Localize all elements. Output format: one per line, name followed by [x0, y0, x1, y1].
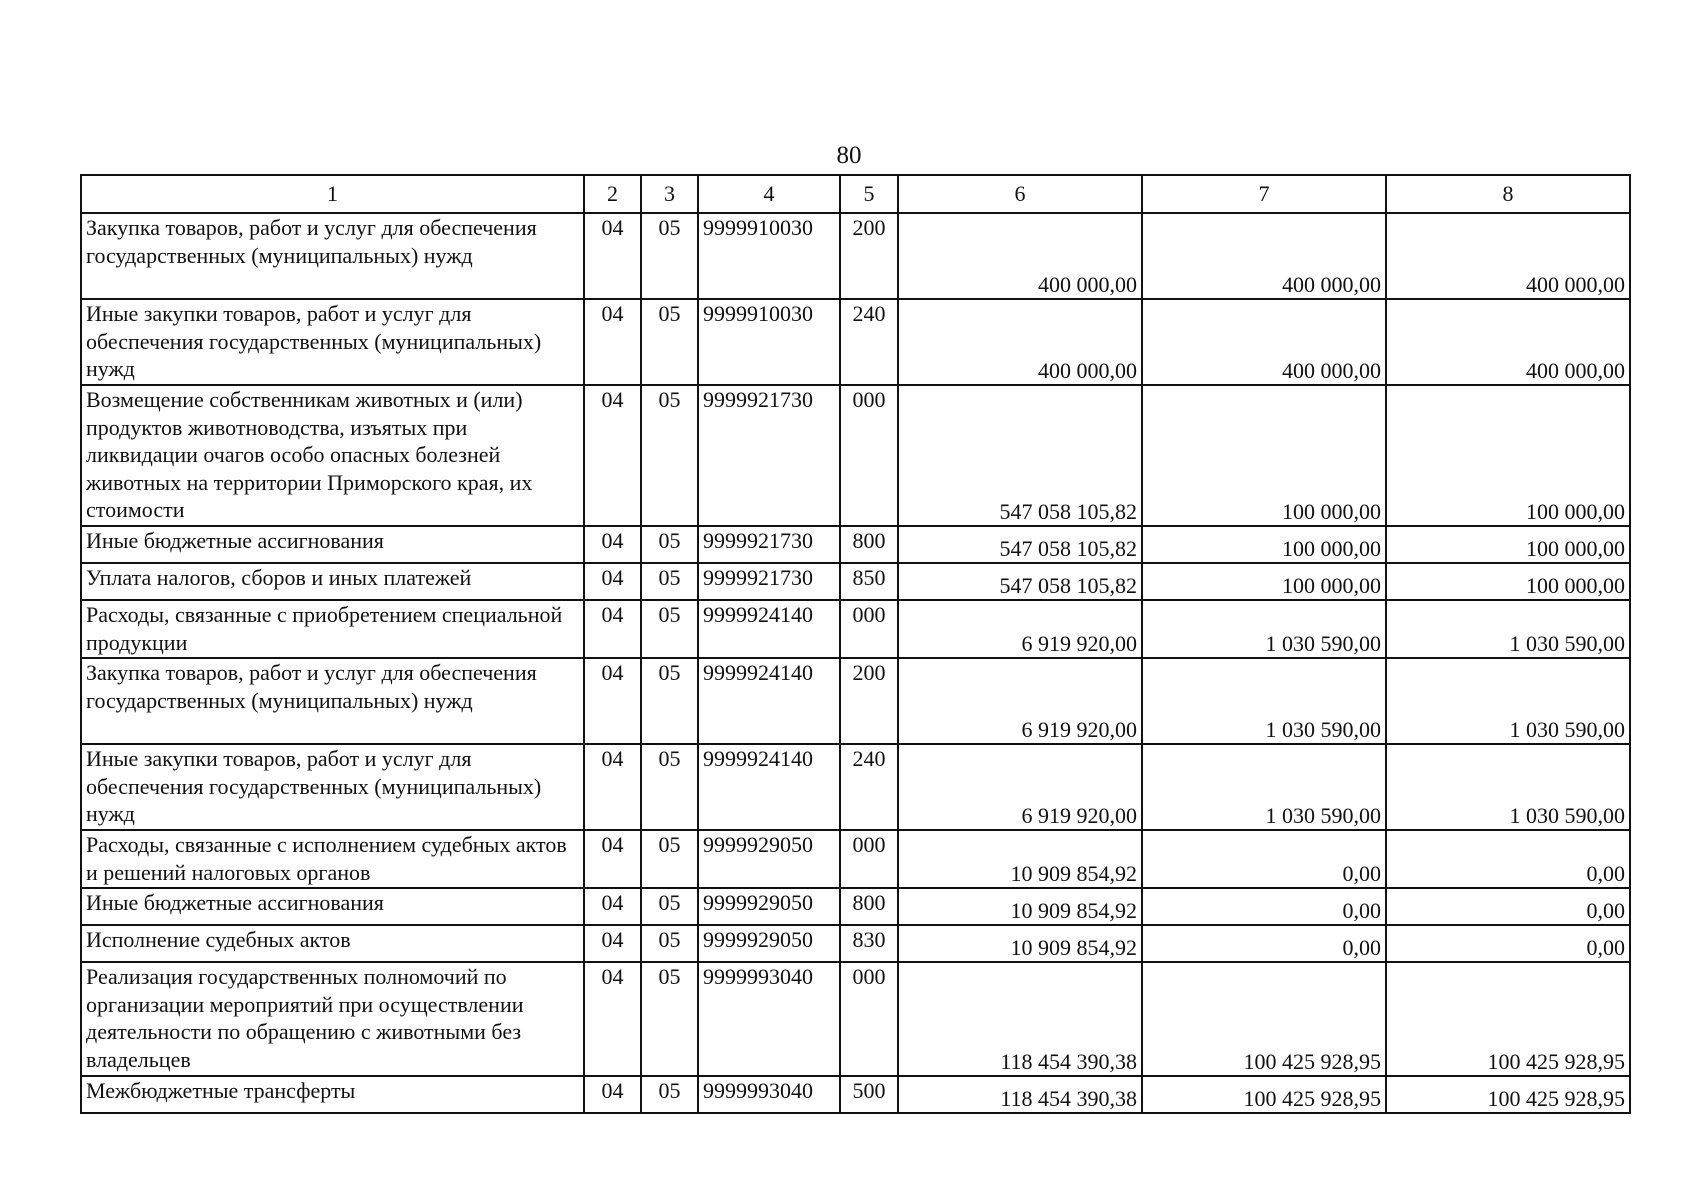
target-article-code: 9999993040	[698, 962, 840, 1076]
subsection-code: 05	[641, 600, 698, 658]
amount-col-6: 547 058 105,82	[898, 526, 1142, 563]
table-row	[81, 299, 1630, 385]
subsection-code: 05	[641, 925, 698, 962]
table-row	[81, 744, 1630, 830]
amount-col-8: 100 000,00	[1386, 385, 1630, 526]
row-name: Закупка товаров, работ и услуг для обеспечения государственных (муниципальных) нужд	[81, 213, 584, 299]
amount-col-7: 400 000,00	[1142, 299, 1386, 385]
budget-table	[80, 174, 1631, 1114]
section-code: 04	[584, 563, 641, 600]
amount-col-8: 0,00	[1386, 925, 1630, 962]
expense-type-code: 800	[840, 526, 898, 563]
amount-col-6: 400 000,00	[898, 213, 1142, 299]
header-cell-1: 1	[81, 175, 584, 213]
table-row	[81, 600, 1630, 658]
subsection-code: 05	[641, 1076, 698, 1113]
subsection-code: 05	[641, 563, 698, 600]
expense-type-code: 000	[840, 600, 898, 658]
amount-col-6: 547 058 105,82	[898, 563, 1142, 600]
target-article-code: 9999910030	[698, 213, 840, 299]
subsection-code: 05	[641, 962, 698, 1076]
header-cell-4: 4	[698, 175, 840, 213]
expense-type-code: 000	[840, 962, 898, 1076]
target-article-code: 9999910030	[698, 299, 840, 385]
amount-col-6: 6 919 920,00	[898, 744, 1142, 830]
amount-col-7: 0,00	[1142, 925, 1386, 962]
amount-col-8: 100 000,00	[1386, 526, 1630, 563]
subsection-code: 05	[641, 526, 698, 563]
target-article-code: 9999924140	[698, 744, 840, 830]
target-article-code: 9999924140	[698, 658, 840, 744]
target-article-code: 9999921730	[698, 563, 840, 600]
expense-type-code: 240	[840, 299, 898, 385]
expense-type-code: 830	[840, 925, 898, 962]
table-row	[81, 658, 1630, 744]
row-name: Исполнение судебных актов	[81, 925, 584, 962]
amount-col-7: 100 000,00	[1142, 526, 1386, 563]
row-name: Реализация государственных полномочий по организации мероприятий при осуществлении деятельности по обращению с животными без владельцев	[81, 962, 584, 1076]
expense-type-code: 200	[840, 658, 898, 744]
amount-col-7: 400 000,00	[1142, 213, 1386, 299]
table-row	[81, 925, 1630, 962]
amount-col-8: 400 000,00	[1386, 213, 1630, 299]
table-row	[81, 563, 1630, 600]
table-row	[81, 1076, 1630, 1113]
amount-col-7: 0,00	[1142, 830, 1386, 888]
amount-col-7: 1 030 590,00	[1142, 744, 1386, 830]
section-code: 04	[584, 888, 641, 925]
row-name: Закупка товаров, работ и услуг для обеспечения государственных (муниципальных) нужд	[81, 658, 584, 744]
header-cell-7: 7	[1142, 175, 1386, 213]
header-cell-3: 3	[641, 175, 698, 213]
row-name: Расходы, связанные с исполнением судебных актов и решений налоговых органов	[81, 830, 584, 888]
target-article-code: 9999921730	[698, 526, 840, 563]
table-row	[81, 526, 1630, 563]
amount-col-8: 0,00	[1386, 830, 1630, 888]
header-cell-8: 8	[1386, 175, 1630, 213]
subsection-code: 05	[641, 385, 698, 526]
expense-type-code: 850	[840, 563, 898, 600]
amount-col-6: 118 454 390,38	[898, 962, 1142, 1076]
amount-col-7: 1 030 590,00	[1142, 600, 1386, 658]
row-name: Возмещение собственникам животных и (или) продуктов животноводства, изъятых при ликвидации очагов особо опасных болезней животных на территории Приморского края, их стоимости	[81, 385, 584, 526]
subsection-code: 05	[641, 830, 698, 888]
amount-col-6: 400 000,00	[898, 299, 1142, 385]
target-article-code: 9999993040	[698, 1076, 840, 1113]
subsection-code: 05	[641, 888, 698, 925]
header-cell-6: 6	[898, 175, 1142, 213]
header-cell-5: 5	[840, 175, 898, 213]
amount-col-8: 1 030 590,00	[1386, 600, 1630, 658]
subsection-code: 05	[641, 744, 698, 830]
amount-col-6: 6 919 920,00	[898, 600, 1142, 658]
row-name: Иные бюджетные ассигнования	[81, 526, 584, 563]
table-row	[81, 213, 1630, 299]
amount-col-6: 118 454 390,38	[898, 1076, 1142, 1113]
row-name: Расходы, связанные с приобретением специальной продукции	[81, 600, 584, 658]
section-code: 04	[584, 962, 641, 1076]
amount-col-8: 1 030 590,00	[1386, 658, 1630, 744]
section-code: 04	[584, 925, 641, 962]
section-code: 04	[584, 526, 641, 563]
target-article-code: 9999921730	[698, 385, 840, 526]
amount-col-6: 6 919 920,00	[898, 658, 1142, 744]
amount-col-6: 547 058 105,82	[898, 385, 1142, 526]
amount-col-6: 10 909 854,92	[898, 830, 1142, 888]
subsection-code: 05	[641, 299, 698, 385]
row-name: Межбюджетные трансферты	[81, 1076, 584, 1113]
amount-col-7: 0,00	[1142, 888, 1386, 925]
row-name: Иные закупки товаров, работ и услуг для обеспечения государственных (муниципальных) нужд	[81, 744, 584, 830]
row-name: Иные закупки товаров, работ и услуг для обеспечения государственных (муниципальных) нужд	[81, 299, 584, 385]
subsection-code: 05	[641, 658, 698, 744]
amount-col-8: 400 000,00	[1386, 299, 1630, 385]
target-article-code: 9999929050	[698, 888, 840, 925]
expense-type-code: 240	[840, 744, 898, 830]
amount-col-6: 10 909 854,92	[898, 888, 1142, 925]
amount-col-7: 100 425 928,95	[1142, 1076, 1386, 1113]
expense-type-code: 000	[840, 830, 898, 888]
amount-col-6: 10 909 854,92	[898, 925, 1142, 962]
amount-col-8: 100 425 928,95	[1386, 1076, 1630, 1113]
section-code: 04	[584, 830, 641, 888]
table-row	[81, 962, 1630, 1076]
target-article-code: 9999929050	[698, 925, 840, 962]
section-code: 04	[584, 1076, 641, 1113]
row-name: Иные бюджетные ассигнования	[81, 888, 584, 925]
section-code: 04	[584, 213, 641, 299]
table-row	[81, 385, 1630, 526]
page-number: 80	[836, 142, 862, 169]
amount-col-7: 100 000,00	[1142, 563, 1386, 600]
table-row	[81, 888, 1630, 925]
amount-col-8: 1 030 590,00	[1386, 744, 1630, 830]
amount-col-7: 100 000,00	[1142, 385, 1386, 526]
subsection-code: 05	[641, 213, 698, 299]
amount-col-7: 1 030 590,00	[1142, 658, 1386, 744]
section-code: 04	[584, 299, 641, 385]
row-name: Уплата налогов, сборов и иных платежей	[81, 563, 584, 600]
section-code: 04	[584, 385, 641, 526]
expense-type-code: 500	[840, 1076, 898, 1113]
header-cell-2: 2	[584, 175, 641, 213]
section-code: 04	[584, 658, 641, 744]
amount-col-8: 0,00	[1386, 888, 1630, 925]
expense-type-code: 000	[840, 385, 898, 526]
section-code: 04	[584, 744, 641, 830]
amount-col-8: 100 000,00	[1386, 563, 1630, 600]
expense-type-code: 800	[840, 888, 898, 925]
header-row	[81, 175, 1630, 213]
section-code: 04	[584, 600, 641, 658]
table-row	[81, 830, 1630, 888]
target-article-code: 9999924140	[698, 600, 840, 658]
amount-col-8: 100 425 928,95	[1386, 962, 1630, 1076]
amount-col-7: 100 425 928,95	[1142, 962, 1386, 1076]
expense-type-code: 200	[840, 213, 898, 299]
target-article-code: 9999929050	[698, 830, 840, 888]
